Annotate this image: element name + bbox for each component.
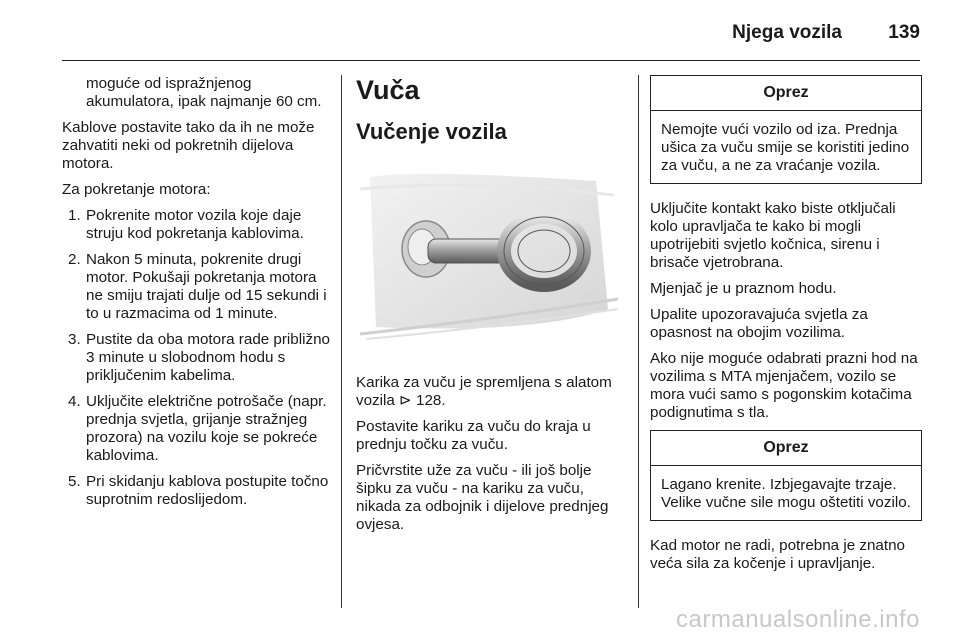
list-item bbox=[62, 251, 332, 323]
list-item bbox=[62, 393, 332, 465]
header-rule bbox=[62, 60, 920, 61]
page-number: 139 bbox=[888, 22, 920, 43]
paragraph: Ako nije moguće odabrati prazni hod na vozilima s MTA mjenjačem, vozilo se mora vući samo s pogonskim kotačima podignutima s tla. bbox=[650, 350, 918, 421]
watermark: carmanualsonline.info bbox=[676, 606, 920, 633]
caution-title: Oprez bbox=[651, 431, 921, 466]
intro-continuation: moguće od ispražnjenog akumulatora, ipak najmanje 60 cm. bbox=[86, 75, 322, 110]
list-item bbox=[62, 207, 332, 243]
step-text: Pustite da oba motora rade približno 3 minute u slobodnom hodu s priključenim kabelima. bbox=[86, 331, 330, 384]
caution-text: Lagano krenite. Izbjegavajte trzaje. Velike vučne sile mogu oštetiti vozilo. bbox=[661, 476, 911, 511]
column-1 bbox=[62, 75, 332, 517]
list-item bbox=[62, 473, 332, 509]
step-text: Uključite električne potrošače (napr. prednja svjetla, grijanje stražnjeg prozora) na vozilu koje se pokreće kablovima. bbox=[86, 393, 327, 464]
column-divider-1 bbox=[341, 75, 342, 608]
column-2 bbox=[356, 75, 626, 542]
header-title: Njega vozila bbox=[732, 22, 842, 43]
paragraph: Kad motor ne radi, potrebna je znatno veća sila za kočenje i upravljanje. bbox=[650, 537, 905, 572]
caution-box bbox=[650, 75, 922, 184]
paragraph: Pričvrstite uže za vuču - ili još bolje šipku za vuču - na kariku za vuču, nikada za odbojnik i dijelove prednjeg ovjesa. bbox=[356, 462, 609, 533]
section-title: Vuča bbox=[356, 75, 420, 105]
caution-box bbox=[650, 430, 922, 521]
column-3 bbox=[650, 75, 922, 581]
step-number: 1. bbox=[68, 207, 81, 224]
towing-eye-illustration bbox=[356, 159, 620, 349]
start-heading: Za pokretanje motora: bbox=[62, 181, 211, 198]
step-number: 3. bbox=[68, 331, 81, 348]
step-number: 4. bbox=[68, 393, 81, 410]
list-item bbox=[62, 331, 332, 385]
column-divider-2 bbox=[638, 75, 639, 608]
step-text: Nakon 5 minuta, pokrenite drugi motor. Pokušaji pokretanja motora ne smiju trajati dulje od 15 sekundi i to u razmacima od 1 minute. bbox=[86, 251, 327, 322]
caution-text: Nemojte vući vozilo od iza. Prednja ušica za vuču smije se koristiti jedino za vuču, a ne za vraćanje vozila. bbox=[661, 121, 910, 174]
subsection-title: Vučenje vozila bbox=[356, 119, 507, 144]
paragraph: Karika za vuču je spremljena s alatom vozila ⊳ 128. bbox=[356, 374, 612, 409]
step-text: Pri skidanju kablova postupite točno suprotnim redoslijedom. bbox=[86, 473, 329, 508]
step-number: 5. bbox=[68, 473, 81, 490]
caution-title: Oprez bbox=[651, 76, 921, 111]
step-text: Pokrenite motor vozila koje daje struju kod pokretanja kablovima. bbox=[86, 207, 304, 242]
step-number: 2. bbox=[68, 251, 81, 268]
start-steps-list bbox=[62, 207, 332, 509]
paragraph: Upalite upozoravajuća svjetla za opasnost na obojim vozilima. bbox=[650, 306, 868, 341]
paragraph: Mjenjač je u praznom hodu. bbox=[650, 280, 837, 297]
paragraph: Postavite kariku za vuču do kraja u prednju točku za vuču. bbox=[356, 418, 591, 453]
page-header bbox=[0, 0, 960, 62]
paragraph: Uključite kontakt kako biste otključali kolo upravljača te kako bi mogli upotrijebiti svjetlo kočnica, sirenu i brisače vjetrobrana. bbox=[650, 200, 896, 271]
cable-note: Kablove postavite tako da ih ne može zahvatiti neki od pokretnih dijelova motora. bbox=[62, 119, 315, 172]
